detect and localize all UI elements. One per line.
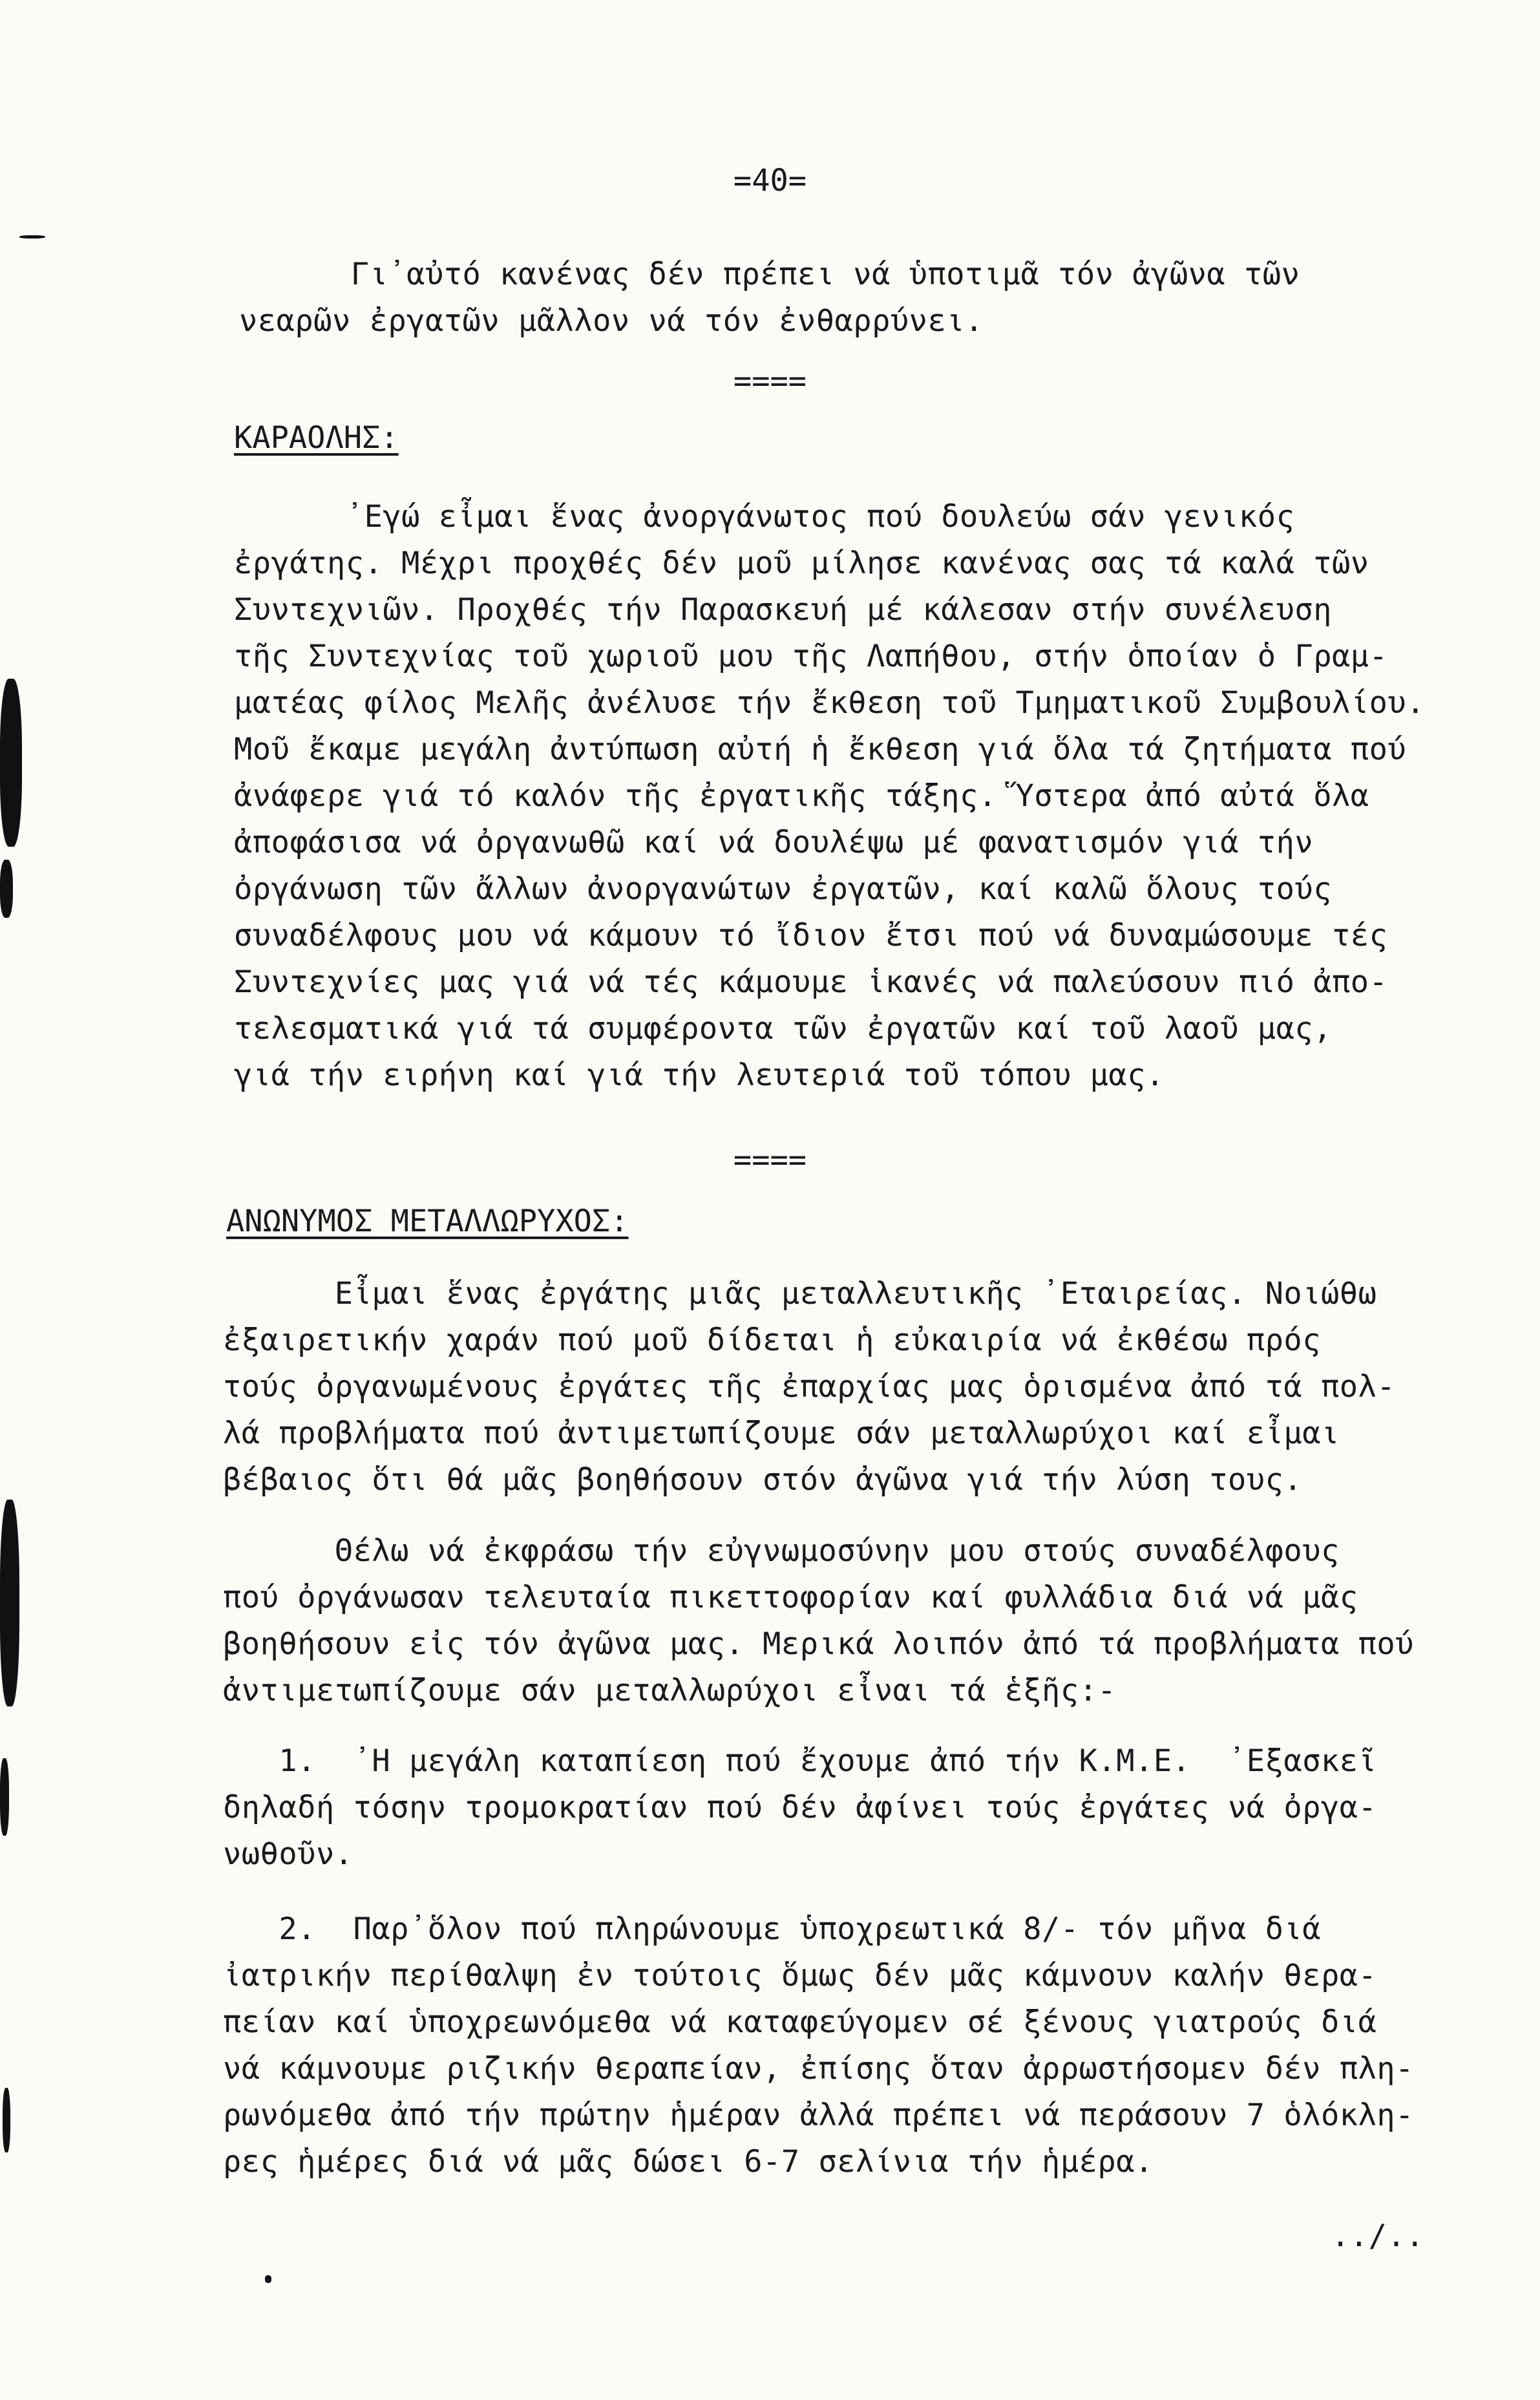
scan-dot — [265, 2275, 271, 2283]
miner-item2-line: ρωνόμεθα ἀπό τήν πρώτην ἡμέραν ἀλλά πρέπει νά περάσουν 7 ὁλόκλη- — [223, 2097, 1414, 2133]
miner-para2-line: ἀντιμετωπίζουμε σάν μεταλλωρύχοι εἶναι τά ἑξῆς:- — [223, 1673, 1117, 1708]
karaolis-line: συναδέλφους μου νά κάμουν τό ἴδιον ἔτσι πού νά δυναμώσουμε τές — [234, 918, 1388, 953]
karaolis-line: Μοῦ ἔκαμε μεγάλη ἀντύπωση αὐτή ἡ ἔκθεση γιά ὅλα τά ζητήματα πού — [234, 732, 1407, 767]
miner-item2-line: ἰατρικήν περίθαλψη ἐν τούτοις ὅμως δέν μᾶς κάμνουν καλήν θερα- — [223, 1958, 1377, 1993]
karaolis-line: ἀνάφερε γιά τό καλόν τῆς ἐργατικῆς τάξης. Ὕστερα ἀπό αὐτά ὅλα — [234, 778, 1369, 814]
scan-ink-blot — [0, 679, 22, 847]
miner-para1-line: ἐξαιρετικήν χαράν πού μοῦ δίδεται ἡ εὐκαιρία νά ἐκθέσω πρός — [223, 1322, 1321, 1358]
miner-para1-line: Εἶμαι ἕνας ἐργάτης μιᾶς μεταλλευτικῆς ᾿Εταιρείας. Νοιώθω — [223, 1276, 1377, 1312]
karaolis-line: τελεσματικά γιά τά συμφέροντα τῶν ἐργατῶν καί τοῦ λαοῦ μας, — [234, 1011, 1332, 1046]
scan-ink-blot — [3, 2088, 10, 2152]
karaolis-line: ᾿Εγώ εἶμαι ἕνας ἀνοργάνωτος πού δουλεύω σάν γενικός — [234, 499, 1295, 535]
karaolis-line: ἐργάτης. Μέχρι προχθές δέν μοῦ μίλησε κανένας σας τά καλά τῶν — [234, 546, 1369, 581]
separator-2: ==== — [733, 1142, 807, 1178]
continuation-mark: ../.. — [1331, 2218, 1424, 2254]
miner-item2-line: πείαν καί ὑποχρεωνόμεθα νά καταφεύγομεν σέ ξένους γιατρούς διά — [223, 2004, 1377, 2040]
miner-para2-line: Θέλω νά ἐκφράσω τήν εὐγνωμοσύνην μου στούς συναδέλφους — [223, 1533, 1340, 1569]
karaolis-line: Συντεχνίες μας γιά νά τές κάμουμε ἱκανές νά παλεύσουν πιό ἀπο- — [234, 964, 1388, 1000]
karaolis-line: τῆς Συντεχνίας τοῦ χωριοῦ μου τῆς Λαπήθου, στήν ὁποίαν ὁ Γραμ- — [234, 639, 1388, 674]
section-heading-miner: ΑΝΩΝΥΜΟΣ ΜΕΤΑΛΛΩΡΥΧΟΣ: — [226, 1204, 629, 1239]
miner-item2-line: νά κάμνουμε ριζικήν θεραπείαν, ἐπίσης ὅταν ἀρρωστήσομεν δέν πλη- — [223, 2051, 1414, 2087]
miner-para1-line: τούς ὀργανωμένους ἐργάτες τῆς ἐπαρχίας μας ὁρισμένα ἀπό τά πολ- — [223, 1369, 1396, 1405]
miner-item2-line: ρες ἡμέρες διά νά μᾶς δώσει 6-7 σελίνια τήν ἡμέρα. — [223, 2144, 1154, 2180]
miner-para1-line: λά προβλήματα πού ἀντιμετωπίζουμε σάν μεταλλωρύχοι καί εἶμαι — [223, 1416, 1340, 1451]
separator-1: ==== — [733, 363, 807, 399]
miner-para2-line: πού ὀργάνωσαν τελευταία πικεττοφορίαν καί φυλλάδια διά νά μᾶς — [223, 1580, 1358, 1615]
karaolis-line: ὀργάνωση τῶν ἄλλων ἀνοργανώτων ἐργατῶν, καί καλῶ ὅλους τούς — [234, 871, 1332, 907]
karaolis-line: ματέας φίλος Μελῆς ἀνέλυσε τήν ἔκθεση τοῦ Τμηματικοῦ Συμβουλίου. — [234, 685, 1425, 721]
scan-ink-blot — [0, 860, 13, 918]
karaolis-line: Συντεχνιῶν. Προχθές τήν Παρασκευή μέ κάλεσαν στήν συνέλευση — [234, 592, 1332, 628]
intro-line-1: Γι᾿αὐτό κανένας δέν πρέπει νά ὑποτιμᾶ τόν ἀγῶνα τῶν — [239, 257, 1300, 292]
miner-item2-line: 2. Παρ᾿ὅλον πού πληρώνουμε ὑποχρεωτικά 8/- τόν μῆνα διά — [223, 1911, 1321, 1947]
miner-para1-line: βέβαιος ὅτι θά μᾶς βοηθήσουν στόν ἀγῶνα γιά τήν λύση τους. — [223, 1462, 1303, 1498]
page-number: =40= — [733, 163, 807, 198]
scan-ink-blot — [0, 1500, 19, 1706]
miner-item1-line: νωθοῦν. — [223, 1836, 353, 1872]
section-heading-karaolis: ΚΑΡΑΟΛΗΣ: — [234, 420, 399, 456]
karaolis-line: ἀποφάσισα νά ὀργανωθῶ καί νά δουλέψω μέ φανατισμόν γιά τήν — [234, 825, 1314, 860]
scan-ink-blot — [0, 1758, 9, 1836]
miner-item1-line: 1. ᾿Η μεγάλη καταπίεση πού ἔχουμε ἀπό τήν Κ.Μ.Ε. ᾿Εξασκεῖ — [223, 1743, 1377, 1779]
miner-para2-line: βοηθήσουν εἰς τόν ἀγῶνα μας. Μερικά λοιπόν ἀπό τά προβλήματα πού — [223, 1626, 1414, 1662]
miner-item1-line: δηλαδή τόσην τρομοκρατίαν πού δέν ἀφίνει τούς ἐργάτες νά ὀργα- — [223, 1790, 1377, 1825]
intro-line-2: νεαρῶν ἐργατῶν μᾶλλον νά τόν ἐνθαρρύνει. — [239, 303, 984, 339]
scan-mark — [19, 235, 45, 239]
karaolis-line: γιά τήν ειρήνη καί γιά τήν λευτεριά τοῦ τόπου μας. — [234, 1057, 1165, 1093]
